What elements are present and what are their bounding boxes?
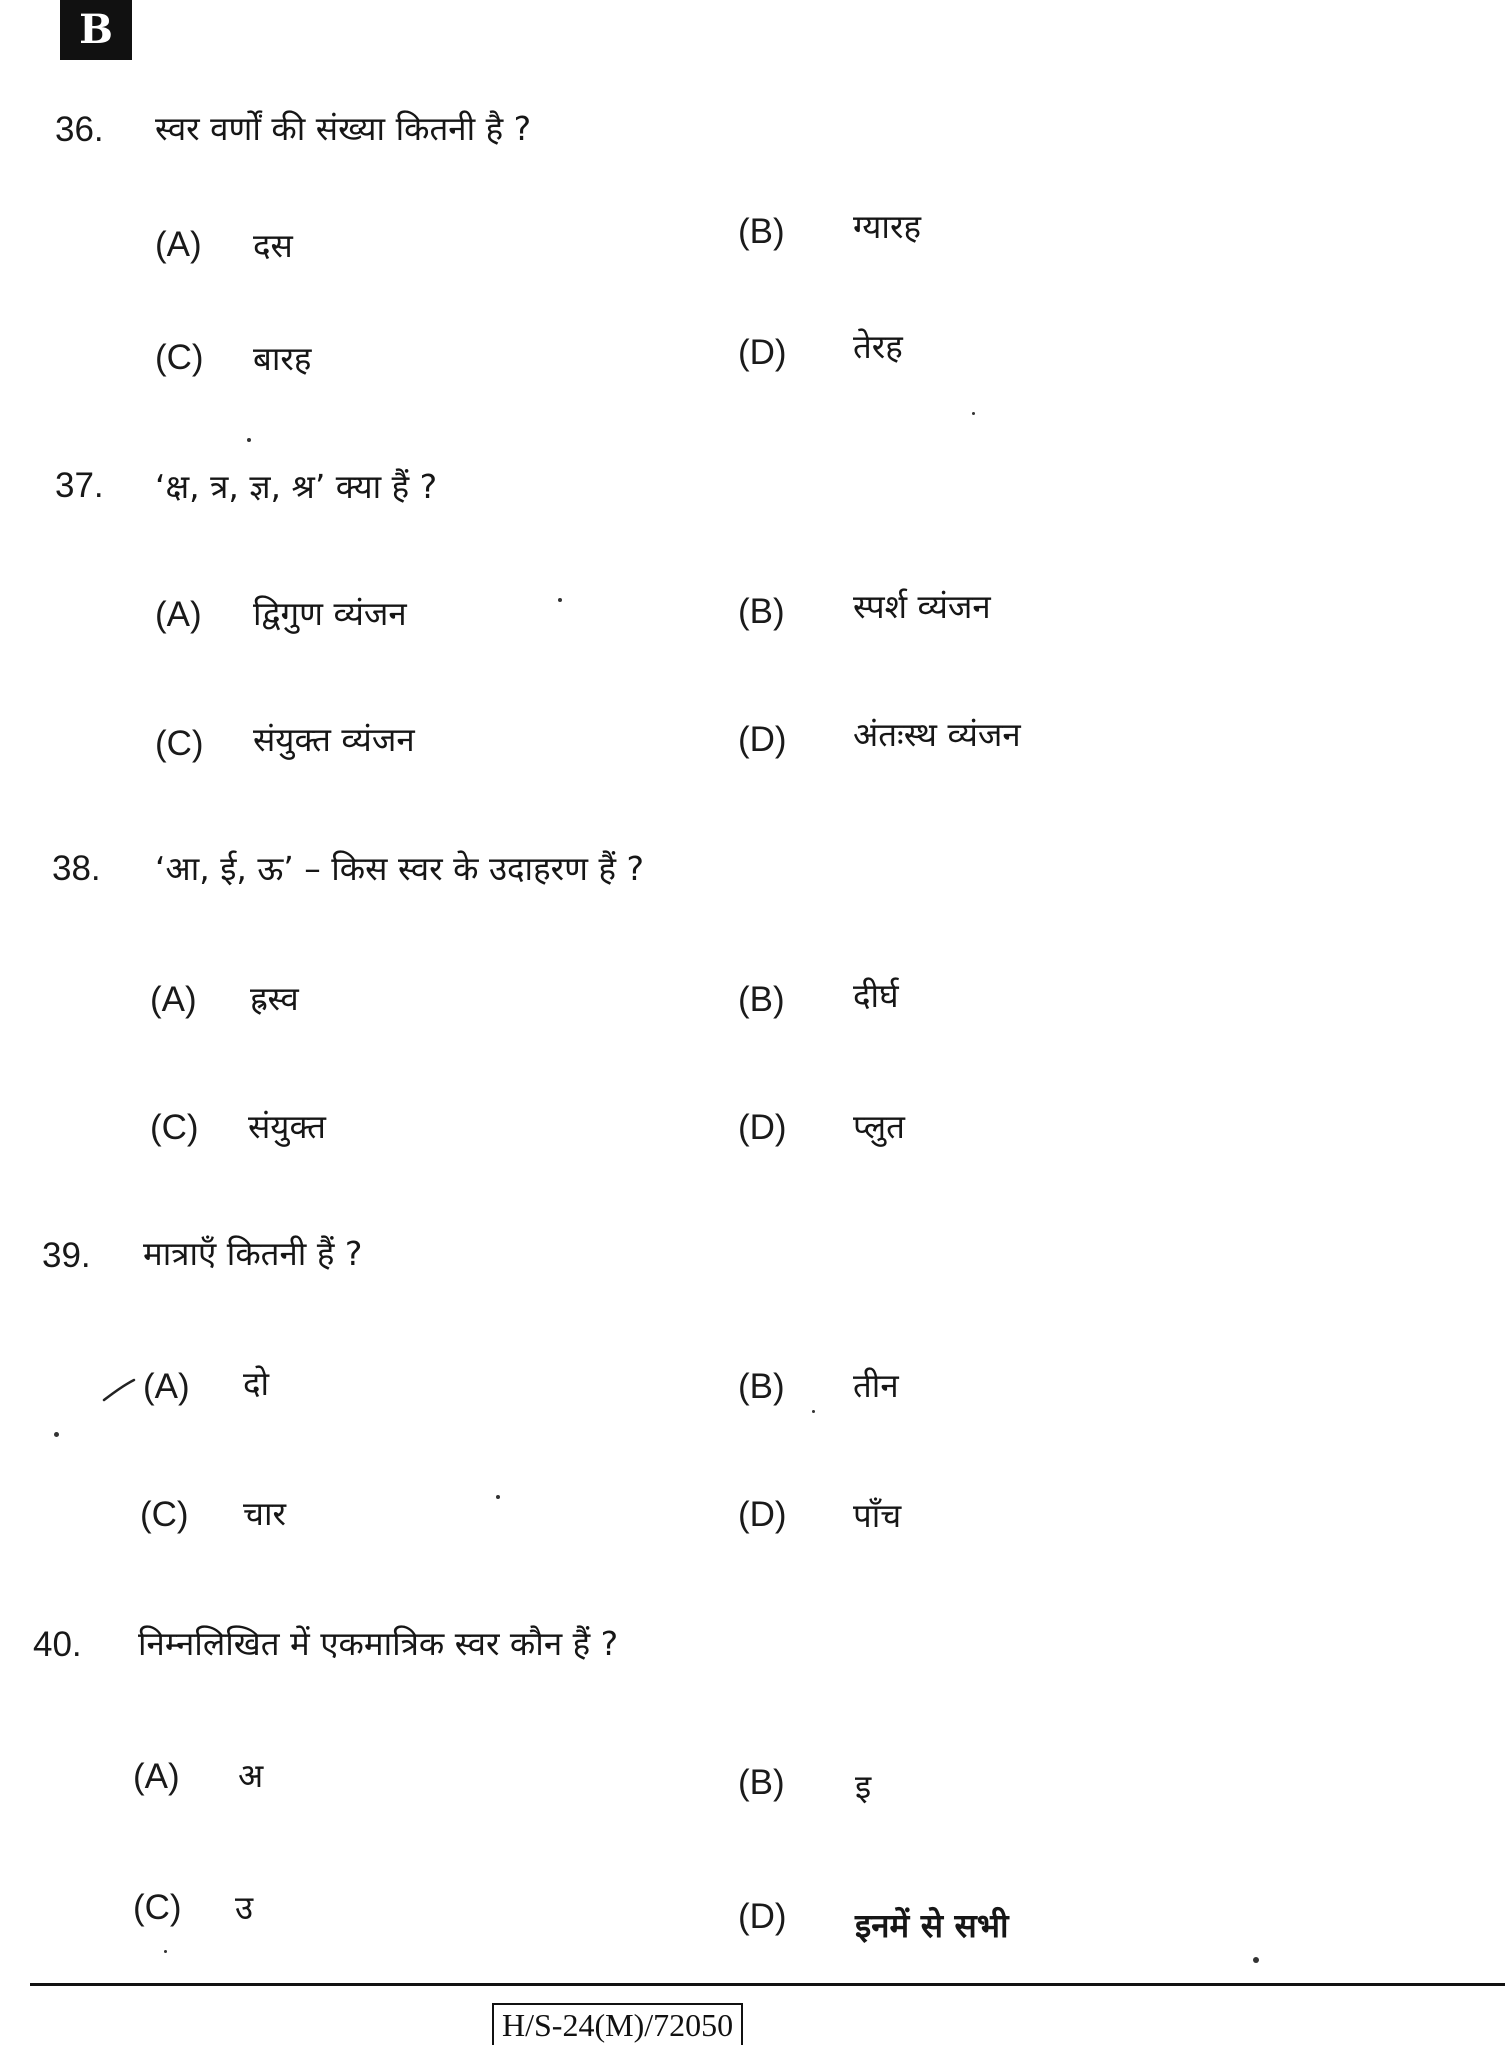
option-d-letter: (D) [738, 720, 787, 759]
question-text: निम्नलिखित में एकमात्रिक स्वर कौन हैं ? [138, 1624, 619, 1663]
option-a-letter: (A) [133, 1757, 180, 1796]
pen-tick-mark [102, 1378, 136, 1402]
option-b-letter: (B) [738, 980, 785, 1019]
question-number: 37. [55, 466, 104, 505]
option-b-text: ग्यारह [853, 207, 921, 246]
option-b-letter: (B) [738, 592, 785, 631]
option-b-letter: (B) [738, 1367, 785, 1406]
scan-speck [54, 1432, 59, 1437]
option-c-letter: (C) [133, 1888, 182, 1927]
option-c-text: चार [243, 1494, 286, 1533]
option-a-text: दो [243, 1364, 270, 1403]
scan-speck [812, 1410, 815, 1413]
scan-speck [247, 438, 251, 442]
option-d-text: प्लुत [853, 1107, 905, 1146]
footer-code: H/S-24(M)/72050 [492, 2003, 743, 2045]
option-c-text: संयुक्त [248, 1107, 326, 1146]
option-a-letter: (A) [143, 1367, 190, 1406]
option-d-letter: (D) [738, 1108, 787, 1147]
question-number: 36. [55, 110, 104, 149]
question-number: 38. [52, 849, 101, 888]
option-b-text: इ [855, 1767, 872, 1806]
option-c-text: संयुक्त व्यंजन [253, 720, 415, 759]
question-text: ‘आ, ई, ऊ’ – किस स्वर के उदाहरण हैं ? [155, 849, 644, 888]
question-text: स्वर वर्णों की संख्या कितनी है ? [155, 109, 532, 148]
option-b-text: स्पर्श व्यंजन [853, 587, 991, 626]
question-number: 40. [33, 1625, 82, 1664]
option-a-text: दस [253, 226, 293, 265]
option-d-text: अंतःस्थ व्यंजन [853, 715, 1021, 754]
option-c-letter: (C) [155, 338, 204, 377]
section-badge: B [60, 0, 132, 60]
option-c-text: बारह [253, 339, 312, 378]
option-a-letter: (A) [155, 225, 202, 264]
option-b-letter: (B) [738, 212, 785, 251]
question-text: मात्राएँ कितनी हैं ? [143, 1234, 363, 1273]
option-c-letter: (C) [155, 724, 204, 763]
footer-rule [30, 1983, 1505, 1986]
option-c-text: उ [235, 1888, 254, 1927]
option-d-letter: (D) [738, 1897, 787, 1936]
option-a-text: द्विगुण व्यंजन [253, 594, 407, 633]
option-b-text: तीन [853, 1366, 899, 1405]
option-a-letter: (A) [155, 595, 202, 634]
question-text: ‘क्ष, त्र, ज्ञ, श्र’ क्या हैं ? [155, 467, 438, 506]
option-d-text: तेरह [853, 327, 903, 366]
question-number: 39. [42, 1236, 91, 1275]
option-c-letter: (C) [150, 1108, 199, 1147]
option-c-letter: (C) [140, 1495, 189, 1534]
scan-speck [496, 1495, 500, 1499]
scan-speck [1253, 1957, 1259, 1963]
option-a-text: ह्रस्व [250, 979, 299, 1018]
scan-speck [558, 598, 562, 602]
scan-speck [164, 1950, 167, 1953]
option-a-letter: (A) [150, 980, 197, 1019]
option-d-letter: (D) [738, 1495, 787, 1534]
option-d-text: पाँच [853, 1496, 902, 1535]
option-a-text: अ [238, 1756, 264, 1795]
option-b-text: दीर्घ [853, 976, 899, 1015]
option-b-letter: (B) [738, 1763, 785, 1802]
scan-speck [972, 412, 975, 415]
option-d-letter: (D) [738, 333, 787, 372]
option-d-text: इनमें से सभी [855, 1906, 1009, 1945]
